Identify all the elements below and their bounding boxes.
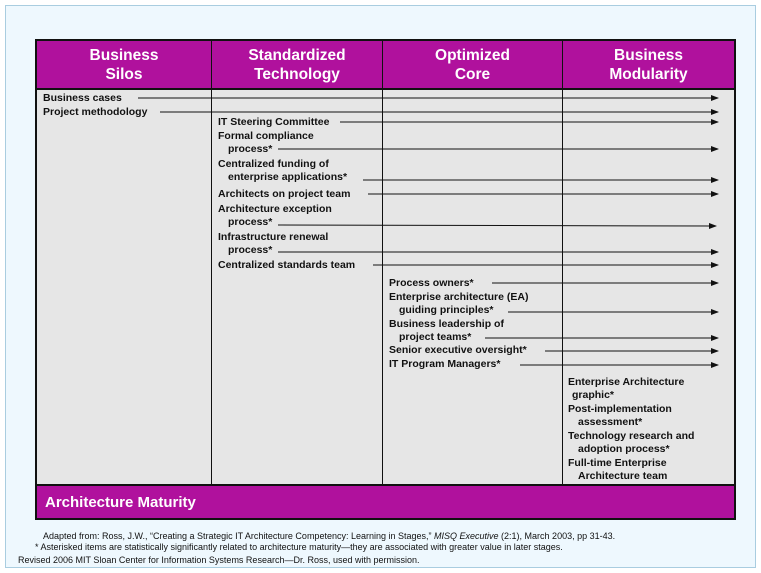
item-senior-executive-oversight: Senior executive oversight* [389,344,527,356]
header-business-modularity: Business Modularity [563,41,734,88]
item-centralized-funding: Centralized funding of enterprise applications* [218,158,348,183]
item-infrastructure-renewal: Infrastructure renewal process* [218,231,329,256]
item-ea-graphic: Enterprise Architecture graphic* [568,376,685,401]
item-post-implementation: Post-implementation assessment* [568,403,672,428]
item-formal-compliance: Formal compliance process* [218,130,314,155]
arrow [278,225,716,226]
item-it-program-managers: IT Program Managers* [389,358,501,370]
footer-citation: Adapted from: Ross, J.W., “Creating a Strategic IT Architecture Competency: Learning in Stages,” MISQ Executive (2:1), March 2003, pp 31-43. [43,531,616,541]
item-centralized-standards-team: Centralized standards team [218,259,356,271]
item-project-methodology: Project methodology [43,106,148,118]
item-business-leadership: Business leadership of project teams* [389,318,504,343]
header-standardized-technology: Standardized Technology [212,41,382,88]
item-process-owners: Process owners* [389,277,474,289]
item-it-steering-committee: IT Steering Committee [218,116,330,128]
header-business-silos: Business Silos [37,41,211,88]
header-optimized-core: Optimized Core [383,41,562,88]
item-architects-on-project-team: Architects on project team [218,188,351,200]
architecture-maturity-bar [35,486,736,520]
footer-revised-note: Revised 2006 MIT Sloan Center for Information Systems Research—Dr. Ross, used with permission. [18,555,420,565]
footer-asterisk-note: * Asterisked items are statistically significantly related to architecture maturity—they are associated with greater value in later stages. [35,542,563,552]
item-technology-research: Technology research and adoption process* [568,430,695,455]
item-ea-guiding-principles: Enterprise architecture (EA) guiding principles* [389,291,529,316]
item-architecture-exception: Architecture exception process* [218,203,332,228]
maturity-label: Architecture Maturity [45,494,196,511]
item-full-time-ea-team: Full-time Enterprise Architecture team [568,457,668,482]
item-business-cases: Business cases [43,92,122,104]
